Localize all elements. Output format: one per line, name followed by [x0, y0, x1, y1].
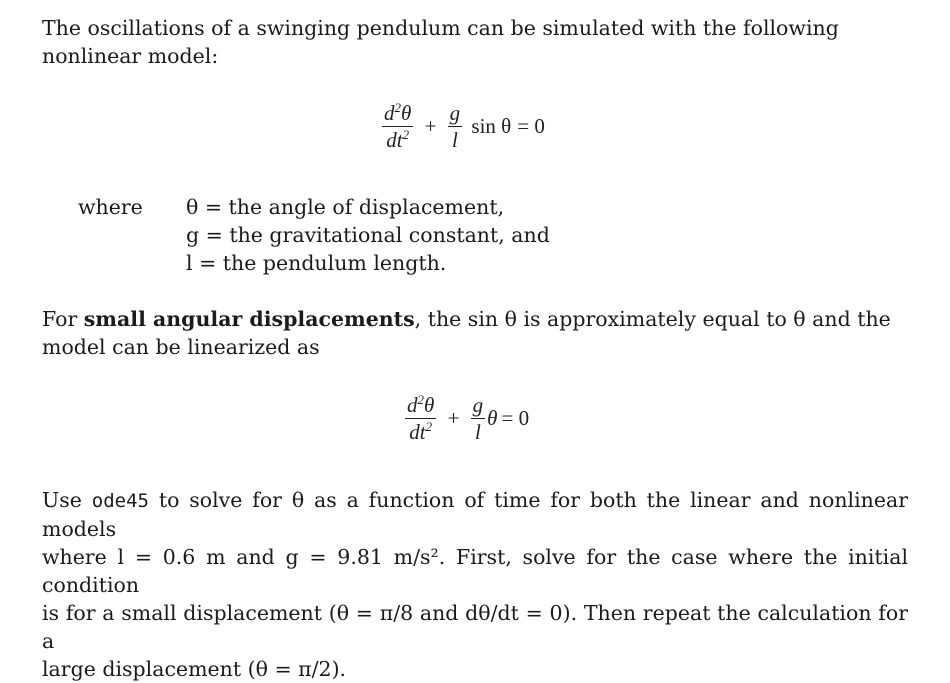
- eq2-den-d: dt: [409, 420, 426, 444]
- where-label: where: [78, 195, 143, 219]
- eq1-den-d: dt: [386, 128, 403, 152]
- task-line-1-rest: to solve for θ as a function of time for both the linear and nonlinear models: [42, 488, 908, 541]
- task-line-1: [42, 486, 908, 543]
- intro-line-2: nonlinear model:: [42, 44, 219, 68]
- nonlinear-equation: [382, 100, 551, 153]
- eq2-den-exp: 2: [425, 419, 433, 434]
- eq1-plus: +: [424, 114, 437, 138]
- eq1-num-var: θ: [401, 101, 412, 125]
- intro-line-1: The oscillations of a swinging pendulum can be simulated with the following: [42, 16, 839, 40]
- eq2-l: l: [475, 420, 481, 444]
- linear-equation: [405, 392, 535, 445]
- small-displacements-bold: small angular displacements: [83, 307, 415, 331]
- eq1-den-exp: 2: [402, 127, 410, 142]
- g-over-l-fraction: [448, 100, 463, 153]
- task-use: Use: [42, 488, 92, 512]
- definition-l: l = the pendulum length.: [186, 251, 447, 275]
- intro-paragraph: [42, 14, 908, 70]
- task-line-4: large displacement (θ = π/2).: [42, 657, 347, 681]
- linearization-line-2: model can be linearized as: [42, 335, 320, 359]
- eq1-g: g: [449, 101, 461, 125]
- second-derivative-fraction: [382, 100, 413, 153]
- definition-theta: θ = the angle of displacement,: [186, 195, 505, 219]
- eq1-num-d: d: [384, 101, 395, 125]
- linearization-post: , the sin θ is approximately equal to θ and the: [414, 307, 891, 331]
- variable-definitions: [186, 193, 550, 277]
- eq1-l: l: [452, 128, 458, 152]
- eq2-num-d: d: [407, 393, 418, 417]
- eq2-num-exp: 2: [417, 392, 424, 407]
- eq2-plus: +: [447, 406, 460, 430]
- eq2-equals-zero: = 0: [501, 406, 530, 430]
- second-derivative-fraction: [405, 392, 436, 445]
- task-line-2: where l = 0.6 m and g = 9.81 m/s². First, solve for the case where the initial condition: [42, 545, 908, 597]
- ode45-code: ode45: [91, 490, 149, 512]
- eq2-theta: θ: [487, 406, 498, 430]
- linearization-pre: For: [42, 307, 84, 331]
- task-line-3: is for a small displacement (θ = π/8 and dθ/dt = 0). Then repeat the calculation for a: [42, 601, 908, 653]
- linearization-line-1: [42, 305, 908, 333]
- eq2-num-var: θ: [424, 393, 435, 417]
- g-over-l-fraction: [471, 392, 486, 445]
- eq2-g: g: [472, 393, 484, 417]
- task-paragraph: [42, 486, 908, 683]
- eq1-sin-theta: sin θ: [471, 114, 512, 138]
- eq1-equals-zero: = 0: [517, 114, 545, 138]
- eq1-num-exp: 2: [394, 100, 401, 115]
- definition-g: g = the gravitational constant, and: [186, 223, 550, 247]
- linearization-paragraph: [42, 305, 908, 361]
